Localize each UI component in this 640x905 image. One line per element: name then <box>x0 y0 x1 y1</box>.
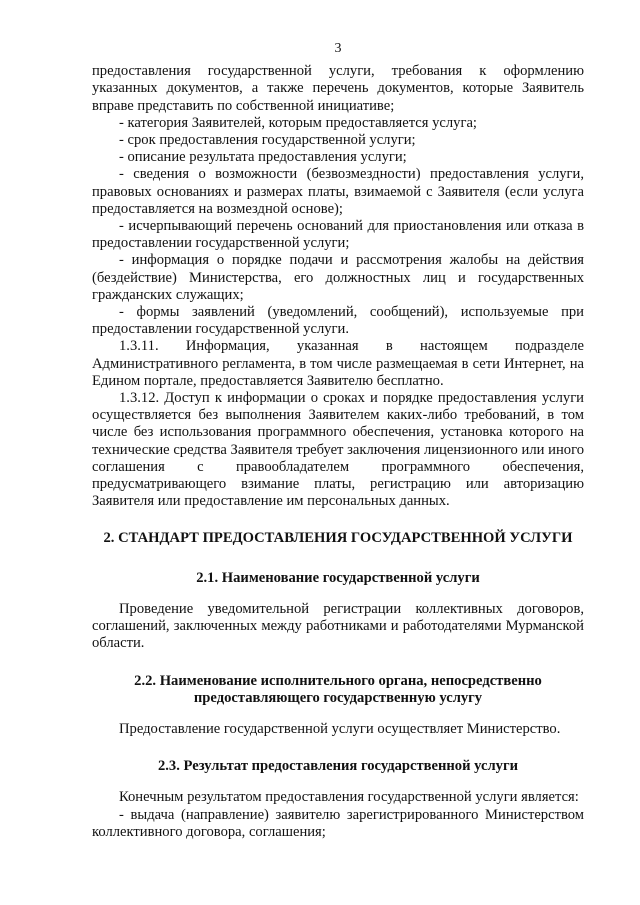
paragraph: Предоставление государственной услуги осуществляет Министерство. <box>119 720 561 737</box>
list-item: - исчерпывающий перечень оснований для приостановления или отказа в предоставлении государственной услуги; <box>92 218 584 252</box>
list-item: - выдача (направление) заявителю зарегистрированного Министерством коллективного договора, соглашения; <box>92 806 584 840</box>
document-page <box>92 40 584 841</box>
list-item: - формы заявлений (уведомлений, сообщений), используемые при предоставлении государственной услуги. <box>92 304 584 338</box>
list-item: - сведения о возможности (безвозмездности) предоставления услуги, правовых основаниях и размерах платы, взимаемой с Заявителя (если услуга предоставляется на возмездной основе); <box>92 166 584 217</box>
list-item: - срок предоставления государственной услуги; <box>119 132 416 149</box>
paragraph: Проведение уведомительной регистрации коллективных договоров, соглашений, заключенных между работниками и работодателями Мурманской области. <box>92 600 584 652</box>
subsection-title-2-3: 2.3. Результат предоставления государственной услуги <box>157 758 519 775</box>
subsection-title-line: предоставляющего государственную услугу <box>193 689 483 706</box>
subsection-title-2-1: 2.1. Наименование государственной услуги <box>196 569 480 586</box>
paragraph: предоставления государственной услуги, требования к оформлению указанных документов, а также перечень документов, которые Заявитель вправе представить по собственной инициативе; <box>92 63 584 114</box>
clause-1-3-11: 1.3.11. Информация, указанная в настоящем подразделе Административного регламента, в том числе размещаемая в сети Интернет, на Едином портале, предоставляется Заявителю бесплатно. <box>92 338 584 389</box>
list-item: - информация о порядке подачи и рассмотрения жалобы на действия (бездействие) Министерства, его должностных лиц и государственных гражданских служащих; <box>92 252 584 303</box>
list-item: - категория Заявителей, которым предоставляется услуга; <box>119 114 477 131</box>
clause-1-3-12: 1.3.12. Доступ к информации о сроках и порядке предоставления услуги осуществляется без выполнения Заявителем каких-либо требований, в том числе без использования программного обеспечения, установка которого на технические средства Заявителя требует заключения лицензионного или иного соглашения с правообладателем программного обеспечения, предусматривающего взимание платы, регистрацию или авторизацию Заявителя или предоставление им персональных данных. <box>92 390 584 510</box>
subsection-title-line: 2.2. Наименование исполнительного органа, непосредственно <box>134 672 542 689</box>
page-number: 3 <box>334 41 342 56</box>
subsection-title-2-2 <box>92 673 584 707</box>
list-item: - описание результата предоставления услуги; <box>119 149 407 166</box>
paragraph: Конечным результатом предоставления государственной услуги является: <box>119 789 579 806</box>
section-title: 2. СТАНДАРТ ПРЕДОСТАВЛЕНИЯ ГОСУДАРСТВЕННОЙ УСЛУГИ <box>103 530 573 547</box>
